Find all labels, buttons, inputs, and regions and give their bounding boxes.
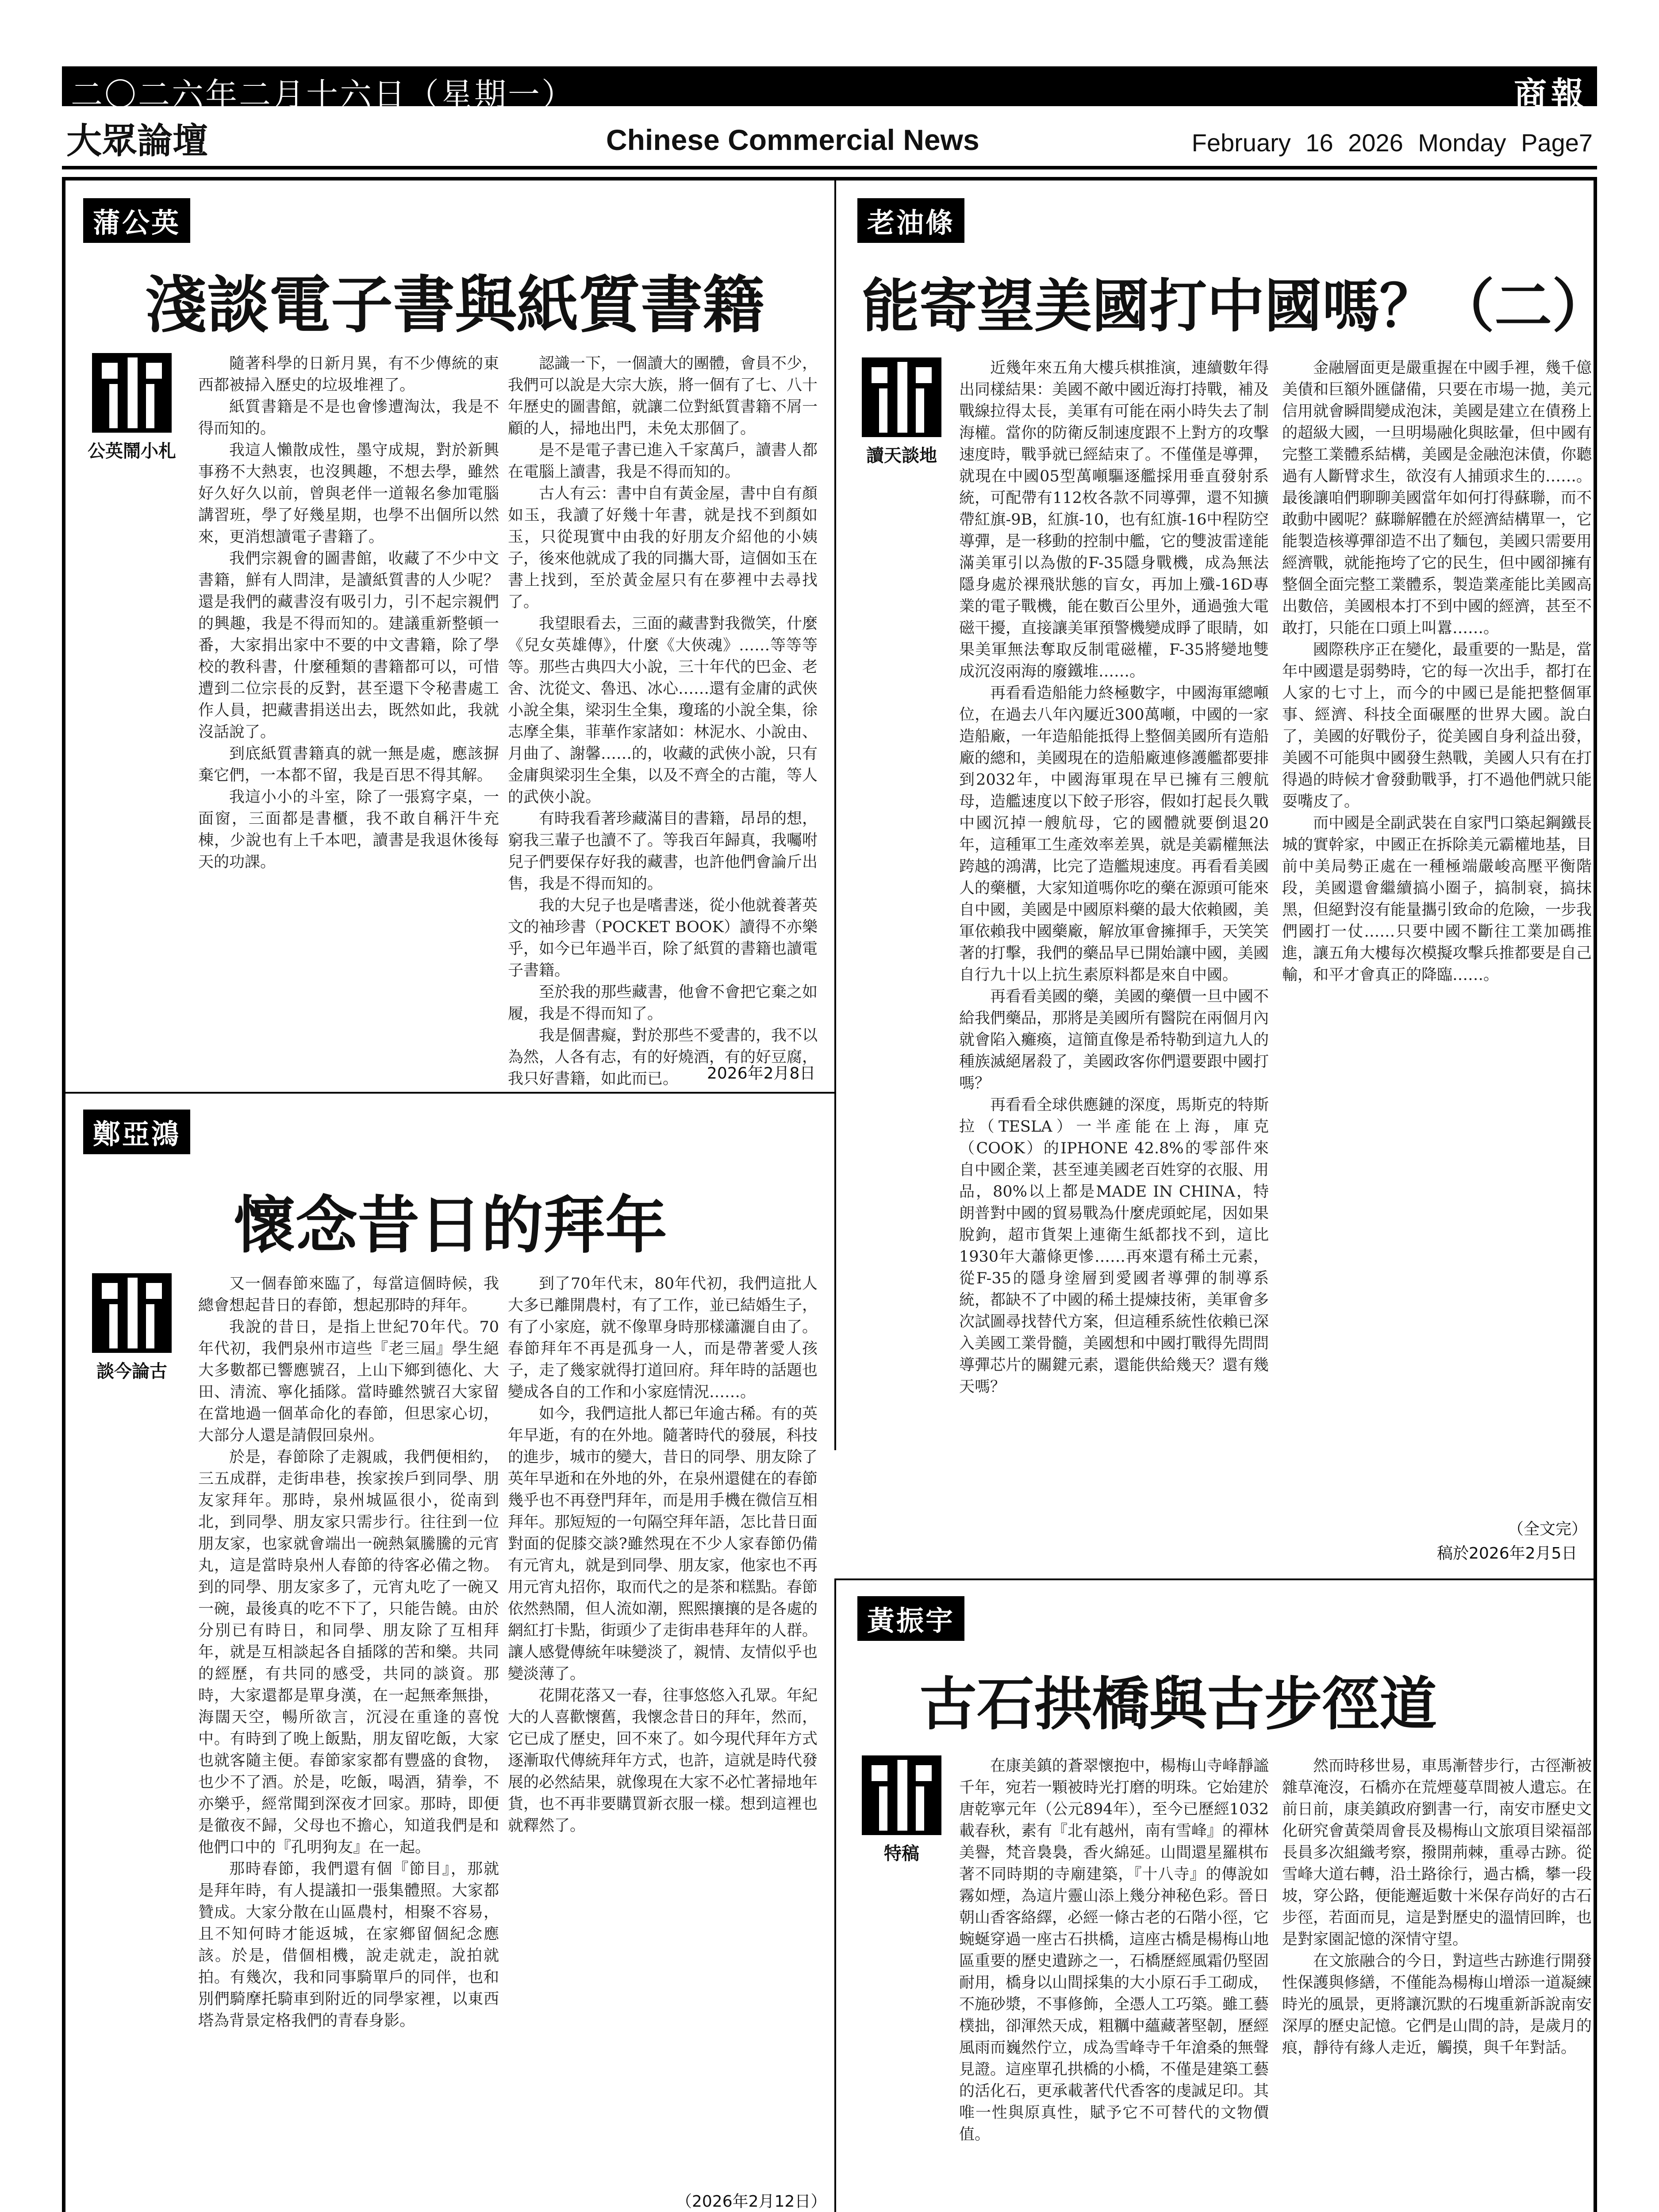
paper-name-en: Chinese Commercial News <box>606 123 979 156</box>
dateline: 稿於2026年2月5日 <box>1437 1544 1578 1563</box>
author-tag: 蒲公英 <box>83 198 190 243</box>
article-title: 能寄望美國打中國嗎？（二） <box>862 273 1610 340</box>
column-divider <box>834 1578 836 2212</box>
article-title: 淺談電子書與紙質書籍 <box>145 269 765 342</box>
article-body: 到了70年代末，80年代初，我們這批人大多已離開農村，有了工作，並已結婚生子，有了小家庭，就不像單身時那樣瀟灑自由了。春節拜年不再是孤身一人，而是帶著愛人孩子，走了幾家就得打道回府。拜年時的話題也變成各自的工作和小家庭情況……。 如今，我們這批人都已年逾古稀。有的英年早逝，有的在外地。隨著時代的發展，科技的進步，城市的變大，昔日的同學、朋友除了英年早逝和在外地的外，在泉州還健在的春節幾乎也不再登門拜年，而是用手機在微信互相拜年。那短短的一句隔空拜年語，怎比昔日面對面的促膝交談?雖然現在不少人家春節仍備有元宵丸，就是到同學、朋友家，他家也不再用元宵丸招你，取而代之的是茶和糕點。春節依然熱鬧，但人流如潮，熙熙攘攘的是各處的網紅打卡點，街頭少了走街串巷拜年的人群。讓人感覺傳統年味變淡了，親情、友情似乎也變淡薄了。 花開花落又一春，往事悠悠入孔眾。年紀大的人喜歡懷舊，我懷念昔日的拜年，然而，它已成了歷史，回不來了。如今現代拜年方式逐漸取代傳統拜年方式，也許，這就是時代發展的必然結果，就像現在大家不必忙著掃地年貨，也不再非要購買新衣服一樣。想到這裡也就釋然了。 <box>508 1275 818 1835</box>
qr-code-icon <box>862 357 941 437</box>
top-banner <box>62 66 1597 113</box>
dateline: 2026年2月8日 <box>707 1064 816 1083</box>
article-body: 又一個春節來臨了，每當這個時候，我總會想起昔日的春節，想起那時的拜年。 我說的昔日，是指上世紀70年代。70年代初，我們泉州市這些『老三屆』學生絕大多數都已響應號召，上山下鄉到德化、大田、清流、寧化插隊。當時雖然號召大家留在當地過一個革命化的春節，但思家心切，大部分人還是請假回泉州。 於是，春節除了走親戚，我們便相約，三五成群，走街串巷，挨家挨戶到同學、朋友家拜年。那時，泉州城區很小，從南到北，到同學、朋友家只需步行。往往到一位朋友家，也家就會端出一碗熱氣騰騰的元宵丸，這是當時泉州人春節的待客必備之物。到的同學、朋友家多了，元宵丸吃了一碗又一碗，最後真的吃不下了，只能告饒。由於分別已有時日，和同學、朋友除了互相拜年，就是互相談起各自插隊的苦和樂。共同的經歷，有共同的感受，共同的談資。那時，大家還都是單身漢，在一起無牽無掛，海闊天空，暢所欲言，沉浸在重逢的喜悅中。有時到了晚上飯點，朋友留吃飯，大家也就客隨主便。春節家家都有豐盛的食物，也少不了酒。於是，吃飯，喝酒，猜拳，不亦樂乎，經常聞到深夜才回家。那時，即便是徹夜不歸，父母也不擔心，知道我們是和他們口中的『孔明狗友』在一起。 那時春節，我們還有個『節目』，那就是拜年時，有人提議扣一張集體照。大家都贊成。大家分散在山區農村，相聚不容易，且不知何時才能返城，在家鄉留個紀念應該。於是，借個相機，說走就走，說拍就拍。有幾次，我和同事騎單戶的同伴，也和別們騎摩托騎車到附近的同學家裡，以東西塔為背景定格我們的青春身影。 <box>198 1275 499 2030</box>
article-body: 金融層面更是嚴重握在中國手裡，幾千億美債和巨額外匯儲備，只要在市場一拋，美元信用就會瞬間變成泡沫，美國是建立在債務上的超級大國，一旦明場融化與眩暈，但中國有完整工業體系結構，美國是金融泡沫債，你聽過有人斷臂求生，欲沒有人捕頭求生的……。最後讓咱們聊聊美國當年如何打得蘇聯，而不敢動中國呢？蘇聯解體在於經濟結構單一，它能製造核導彈卻造不出了麵包，美國只需要用經濟戰，就能拖垮了它的民生，但中國卻擁有整個全面完整工業體系，製造業產能比美國高出數倍，美國根本打不到中國的經濟，甚至不敢打，只能在口頭上叫囂……。 國際秩序正在變化，最重要的一點是，當年中國還是弱勢時，它的每一次出手，都打在人家的七寸上，而今的中國已是能把整個軍事、經濟、科技全面碾壓的世界大國。說白了，美國的好戰份子，從美國自身利益出發，美國不可能與中國發生熱戰，美國人只有在打得過的時候才會發動戰爭，打不過他們就只能耍嘴皮了。 而中國是全副武裝在自家門口築起鋼鐵長城的實幹家，中國正在拆除美元霸權地基，目前中美局勢正處在一種極端嚴峻高壓平衡階段，美國還會繼續搞小圈子，搞制衰，搞抹黑，但絕對沒有能量攜引致命的危險，一步我們國打一仗……只要中國不斷往工業加碼推進，讓五角大樓每次模擬攻擊兵推都要是自己輸，和平才會真正的降臨……。 <box>1282 359 1592 984</box>
masthead-rule <box>62 166 1597 169</box>
article-body: 在康美鎮的蒼翠懷抱中，楊梅山寺峰靜謐千年，宛若一顆被時光打磨的明珠。它始建於唐乾寧元年（公元894年），至今已歷經1032載春秋，素有『北有越州，南有雪峰』的禪林美譽，梵音裊裊，香火綿延。山間還星羅棋布著不同時期的寺廟建築，『十八寺』的傳說如霧如煙，為這片靈山添上幾分神秘色彩。晉日朝山香客絡繹，必經一條古老的石階小徑，它蜿蜒穿過一座古石拱橋，這座古橋是楊梅山地區重要的歷史遺跡之一，石橋歷經風霜仍堅固耐用，橋身以山間採集的大小原石手工砌成，不施砂漿，不事修飾，全憑人工巧築。雖工藝樸拙，卻渾然天成，粗糲中蘊藏著堅韌，歷經風雨而巍然佇立，成為雪峰寺千年滄桑的無聲見證。這座單孔拱橋的小橋，不僅是建築工藝的活化石，更承載著代代香客的虔誠足印。其唯一性與原真性，賦予它不可替代的文物價值。 <box>959 1757 1269 2143</box>
section-divider <box>834 1578 1597 1580</box>
article-body: 隨著科學的日新月異，有不少傳統的東西都被掃入歷史的垃圾堆裡了。 紙質書籍是不是也會慘遭淘汰，我是不得而知的。 我這人懶散成性，墨守成規，對於新興事務不大熱衷，也沒興趣，不想去學，雖然好久好久以前，曾與老伴一道報名參加電腦講習班，學了好幾星期，也學不出個所以然來，更消想讀電子書籍了。 我們宗親會的圖書館，收藏了不少中文書籍，鮮有人問津，是讀紙質書的人少呢？還是我們的藏書沒有吸引力，引不起宗親們的興趣，我是不得而知的。建議重新整頓一番，大家捐出家中不要的中文書籍，除了學校的教科書，什麼種類的書籍都可以，可惜遭到二位宗長的反對，甚至還下令秘書處工作人員，把藏書捐送出去，既然如此，我就沒話說了。 到底紙質書籍真的就一無是處，應該摒棄它們，一本都不留，我是百思不得其解。 我這小小的斗室，除了一張寫字桌，一面窗，三面都是書櫃，我不敢自稱汗牛充棟，少說也有上千本吧，讀書是我退休後每天的功課。 <box>198 355 499 871</box>
page-frame <box>62 177 1610 2212</box>
qr-caption: 談今論古 <box>96 1361 167 1382</box>
issue-info: February 16 2026 Monday Page7 <box>1191 129 1593 157</box>
qr-caption: 特稿 <box>884 1843 919 1864</box>
qr-code-icon <box>92 1273 172 1353</box>
qr-caption: 讀天談地 <box>866 445 937 466</box>
author-tag: 鄭亞鴻 <box>83 1110 190 1154</box>
author-tag: 老油條 <box>857 198 964 243</box>
qr-caption: 公英鬧小札 <box>88 441 176 461</box>
qr-code-icon <box>862 1755 941 1835</box>
sub-banner <box>62 111 1597 164</box>
section-divider <box>65 1092 834 1094</box>
dateline: （2026年2月12日） <box>676 2193 827 2211</box>
signoff: （全文完） <box>1508 1520 1588 1538</box>
article-body: 認識一下，一個讀大的團體，會員不少，我們可以說是大宗大族，將一個有了七、八十年歷史的圖書館，就讓二位對紙質書籍不屑一顧的人，掃地出門，未免太那個了。 是不是電子書已進入千家萬戶，讀書人都在電腦上讀書，我是不得而知的。 古人有云：書中自有黃金屋，書中自有顏如玉，我讀了好幾十年書，就是找不到顏如玉，只從現實中由我的好朋友介紹他的小姨子，後來他就成了我的同攜大哥，這個如玉在書上找到，至於黃金屋只有在夢裡中去尋找了。 我望眼看去，三面的藏書對我微笑，什麼《兒女英雄傳》，什麼《大俠魂》……等等等等。那些古典四大小說，三十年代的巴金、老舍、沈從文、魯迅、冰心……還有金庸的武俠小說全集，梁羽生全集，瓊瑤的小說全集，徐志摩全集，菲華作家諸如：林泥水、小說由、月曲了、謝馨……的，收藏的武俠小說，只有金庸與梁羽生全集，以及不齊全的古龍，等人的武俠小說。 有時我看著珍藏滿目的書籍，昂昂的想，窮我三輩子也讀不了。等我百年歸真，我囑咐兒子們要保存好我的藏書，也許他們會論斤出售，我是不得而知的。 我的大兒子也是嗜書迷，從小他就養著英文的袖珍書（POCKET BOOK）讀得不亦樂乎，如今已年過半百，除了紙質的書籍也讀電子書籍。 至於我的那些藏書，他會不會把它棄之如履，我是不得而知了。 我是個書癡，對於那些不愛書的，我不以為然，人各有志，有的好燒酒，有的好豆腐，我只好書籍，如此而已。 <box>508 355 818 1088</box>
author-tag: 黃振宇 <box>857 1596 964 1641</box>
qr-code-icon <box>92 353 172 433</box>
column-divider <box>834 180 836 1450</box>
article-body: 然而時移世易，車馬漸替步行，古徑漸被雜草淹沒，石橋亦在荒煙蔓草間被人遺忘。在前日前，康美鎮政府劉書一行，南安市歷史文化研究會黃榮周會長及楊梅山文旅項目梁福部長員多次組織考察，撥開荊棘，重尋古跡。從雪峰大道右轉，沿土路徐行，過古橋，攀一段坡，穿公路，便能邂逅數十米保存尚好的古石步徑，若面而見，這是對歷史的溫情回眸，也是對家園記憶的深情守望。 在文旅融合的今日，對這些古跡進行開發性保護與修繕，不僅能為楊梅山增添一道凝練時光的風景，更將讓沉默的石塊重新訴說南安深厚的歷史記憶。它們是山間的詩，是歲月的痕，靜待有緣人走近，觸摸，與千年對話。 <box>1282 1757 1592 2057</box>
paper-name: 商報 <box>1514 75 1588 113</box>
column-name: 大眾論壇 <box>66 120 208 161</box>
article-body: 近幾年來五角大樓兵棋推演，連續數年得出同樣結果：美國不敵中國近海打持戰，補及戰線拉得太長，美軍有可能在兩小時失去了制海權。當你的防衛反制速度跟不上對方的攻擊速度時，戰爭就已經結束了。不僅僅是導彈，就現在中國05型萬噸驅逐艦採用垂直發射系統，可配帶有112枚各款不同導彈，還不知擴帶紅旗-9B，紅旗-10，也有紅旗-16中程防空導彈，是一移動的控制中艦，它的雙波雷達能滿美軍引以為傲的F-35隱身戰機，成為無法隱身處於裸飛狀態的盲女，再加上殲-16D專業的電子戰機，能在數百公里外，通過強大電磁干擾，直接讓美軍預警機變成睜了眼睛，如果美軍無法奪取反制電磁權，F-35將變地雙成沉沒兩海的廢鐵堆……。 再看看造船能力終極數字，中國海軍總噸位，在過去八年內屢近300萬噸，中國的一家造船廠，一年造船能抵得上整個美國所有造船廠的總和，美國現在的造船廠連修護艦都要排到2032年，中國海軍現在早已擁有三艘航母，造艦速度以下餃子形容，假如打起長久戰中國沉掉一艘航母，它的國體就要倒退20年，這種軍工生產效率差異，就是美霸權無法跨越的鴻溝，比完了造艦規速度。再看看美國人的藥櫃，大家知道嗎你吃的藥在源頭可能來自中國，美國是中國原料藥的最大依賴國，美軍依賴我中國藥廠，解放軍會擁揮手，天笑笑著的打擊，我們的藥品早已開始讓中國，美國自行九十以上抗生素原料都是來自中國。 再看看美國的藥，美國的藥價一旦中國不給我們藥品，那將是美國所有醫院在兩個月內就會陷入癱瘓，這簡直像是希特勒到這九人的種族滅絕屠殺了，美國政客你們還要跟中國打嗎？ 再看看全球供應鏈的深度，馬斯克的特斯拉（TESLA）一半產能在上海，庫克（COOK）的IPHONE 42.8%的零部件來自中國企業，甚至連美國老百姓穿的衣服、用品，80%以上都是MADE IN CHINA，特朗普對中國的貿易戰為什麼虎頭蛇尾，因如果脫鉤，超市貨架上連衛生紙都找不到，這比1930年大蕭條更慘……再來還有稀土元素，從F-35的隱身塗層到愛國者導彈的制導系統，都缺不了中國的稀土提煉技術，美軍會多次試圖尋找替代方案，但這種系統性依賴已深入美國工業骨髓，美國想和中國打戰得先問問導彈芯片的關鍵元素，還能供給幾天？還有幾天嗎？ <box>959 359 1269 1396</box>
issue-date-zh: 二〇二六年二月十六日（星期一） <box>71 76 576 113</box>
article-title: 古石拱橋與古步徑道 <box>919 1671 1437 1738</box>
article-title: 懷念昔日的拜年 <box>234 1190 668 1262</box>
